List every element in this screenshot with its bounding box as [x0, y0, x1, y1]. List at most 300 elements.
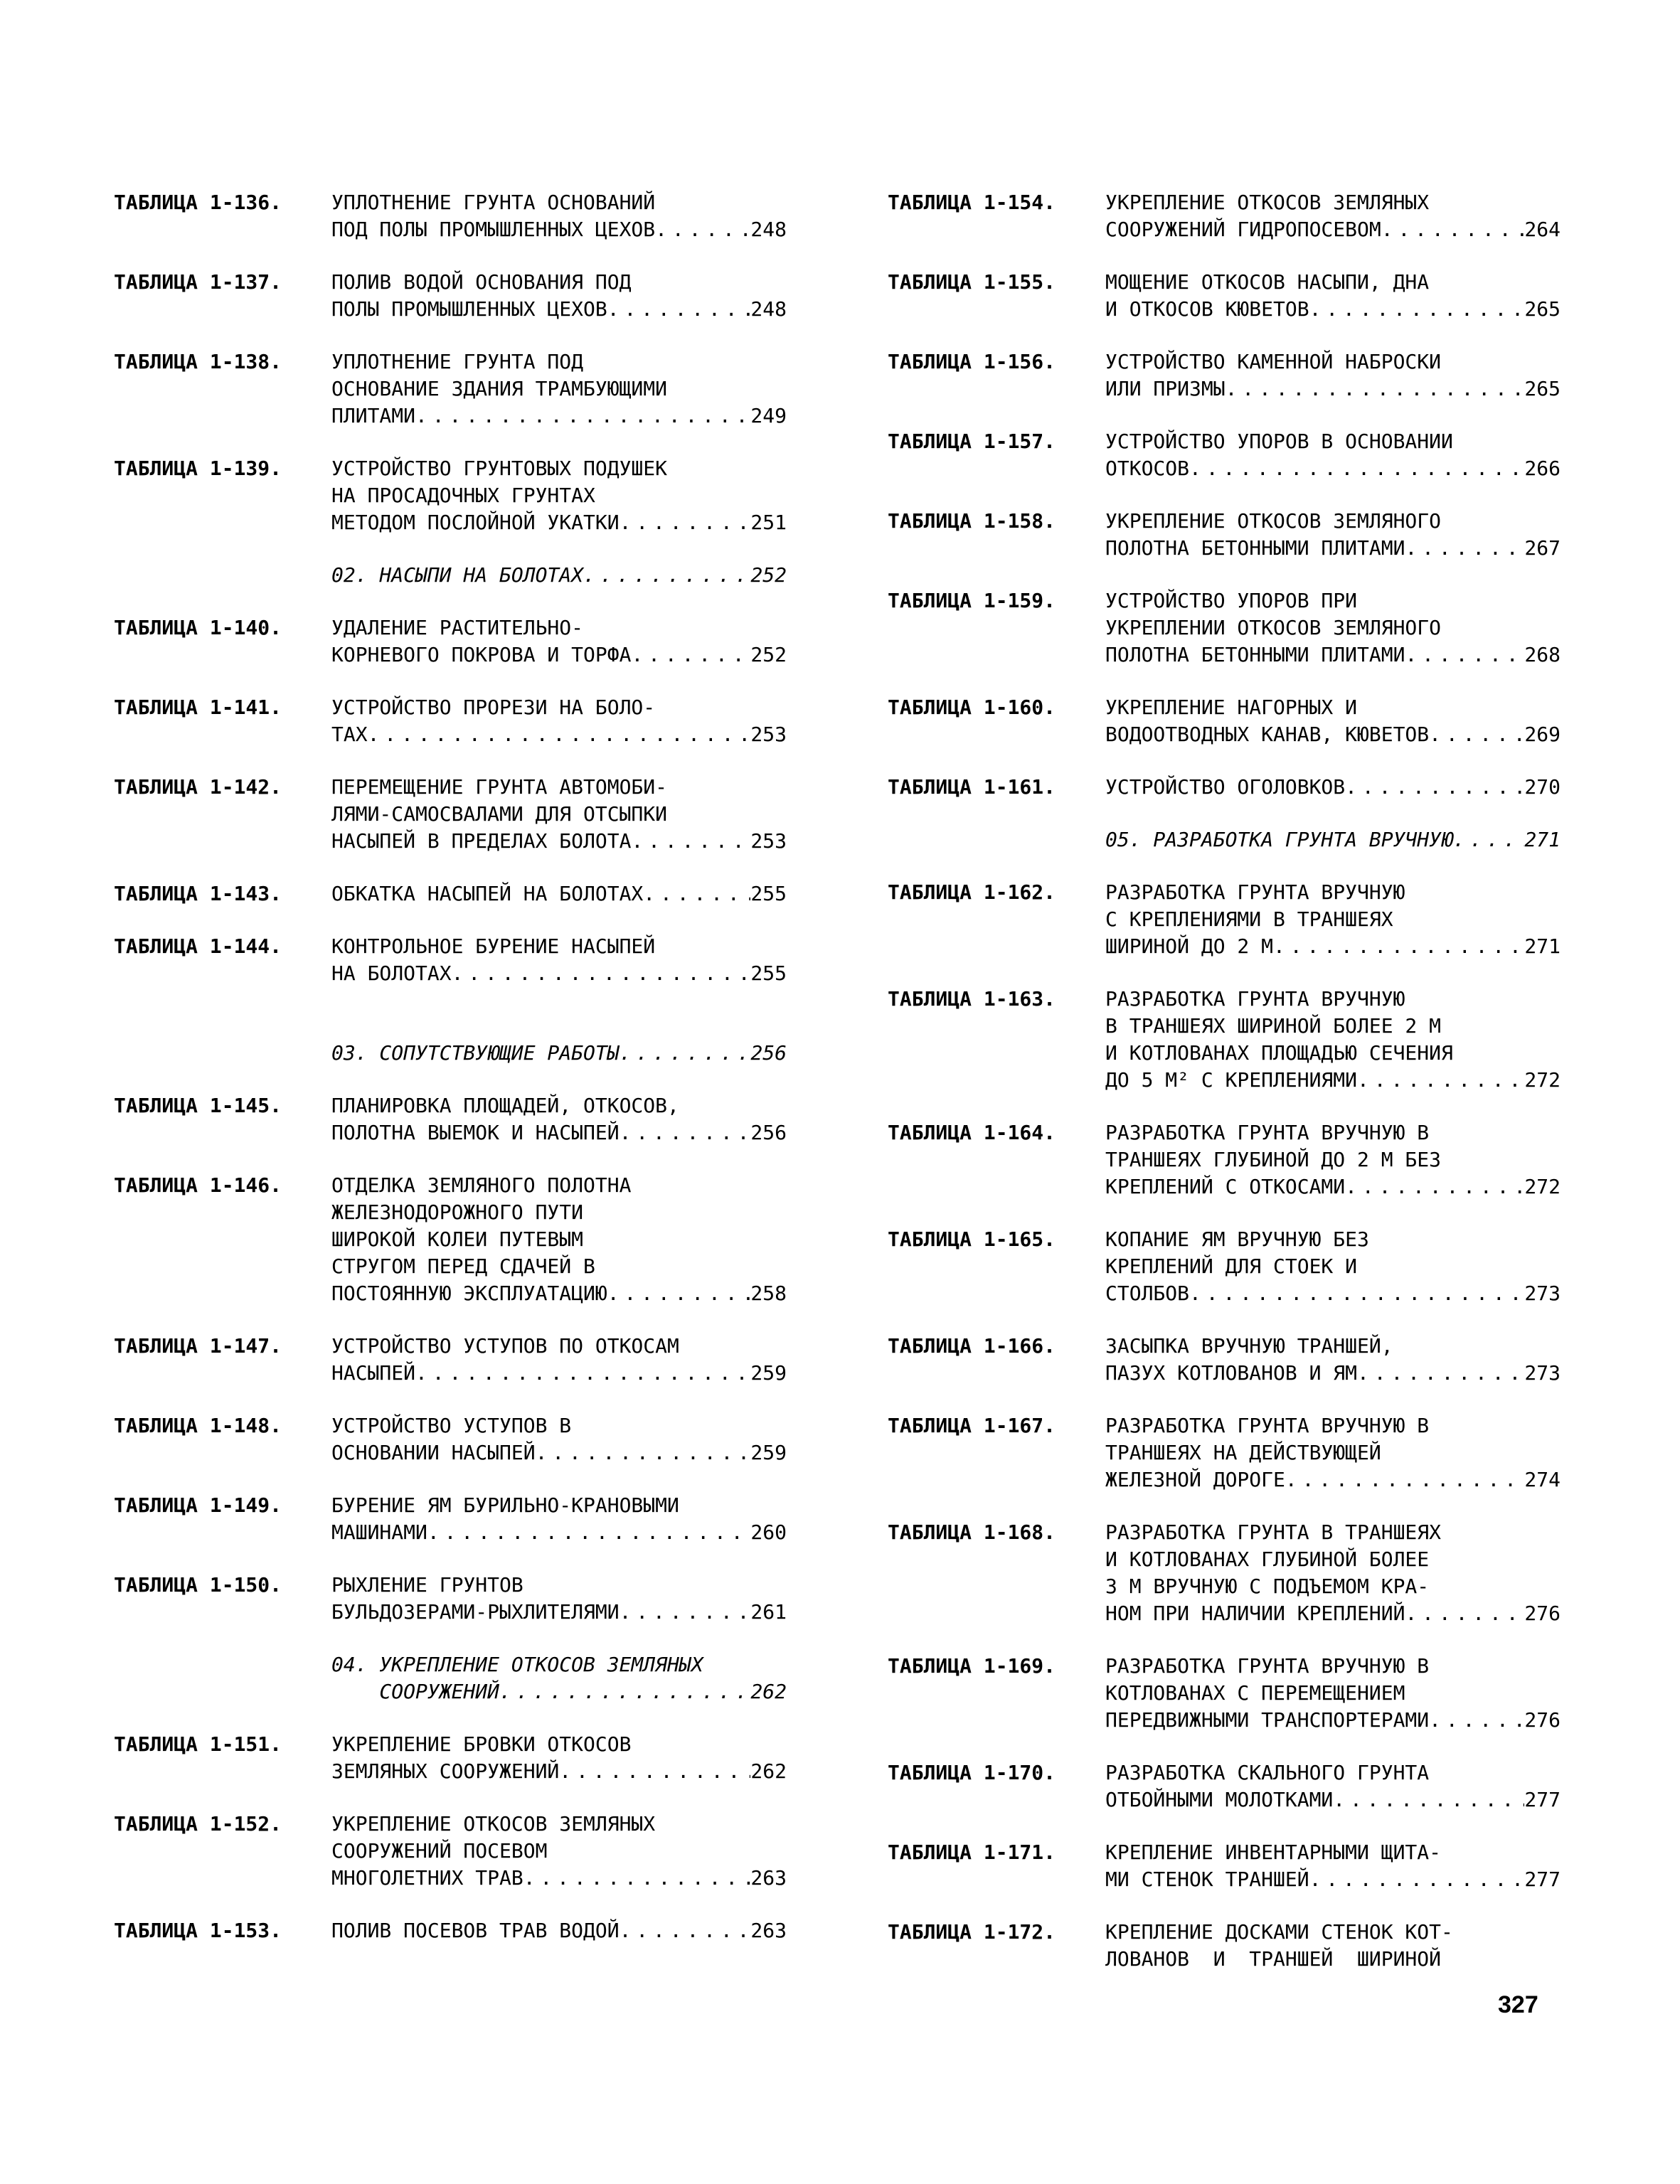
toc-page-ref: 259: [750, 1441, 787, 1464]
entry-spacer: [888, 853, 1570, 879]
toc-entry-text: ПОЛИВ ПОСЕВОВ ТРАВ ВОДОЙ: [331, 1919, 620, 1942]
toc-page-ref: 256: [750, 1041, 787, 1065]
toc-entry-text: УСТРОЙСТВО УСТУПОВ В: [331, 1414, 572, 1437]
toc-entry-title: [1105, 1839, 1561, 1893]
toc-entry-line: [1105, 296, 1561, 323]
toc-entry-text: УПЛОТНЕНИЕ ГРУНТА ОСНОВАНИЙ: [331, 191, 656, 214]
toc-entry-text: ПАЗУХ КОТЛОВАНОВ И ЯМ: [1105, 1361, 1358, 1385]
toc-entry: [888, 587, 1570, 668]
toc-entry: [114, 694, 797, 748]
entry-spacer: [114, 907, 797, 933]
entry-spacer: [114, 1892, 797, 1917]
toc-entry-title: [331, 1412, 787, 1466]
toc-entry-line: [1105, 216, 1561, 243]
toc-entry-label: ТАБЛИЦА 1-149.: [114, 1493, 282, 1517]
toc-page-ref: 273: [1524, 1282, 1561, 1305]
entry-spacer: [114, 1146, 797, 1172]
toc-entry-text: УСТРОЙСТВО ОГОЛОВКОВ: [1105, 775, 1346, 799]
entry-spacer: [114, 1705, 797, 1731]
toc-entry-label: ТАБЛИЦА 1-165.: [888, 1227, 1056, 1251]
toc-leader-dots: [415, 403, 750, 430]
toc-entry: [888, 1519, 1570, 1627]
toc-entry-text: КРЕПЛЕНИЕ ДОСКАМИ СТЕНОК КОТ-: [1105, 1920, 1453, 1944]
entry-spacer: [114, 1785, 797, 1811]
toc-entry-text: В ТРАНШЕЯХ ШИРИНОЙ БОЛЕЕ 2 М: [1105, 1014, 1442, 1038]
toc-page-ref: 265: [1524, 377, 1561, 400]
toc-entry-title: [331, 269, 787, 323]
toc-entry-text: ПЛИТАМИ: [331, 404, 416, 427]
toc-entry-text: СТРУГОМ ПЕРЕД СДАЧЕЙ В: [331, 1255, 595, 1278]
toc-entry-text: ИЛИ ПРИЗМЫ: [1105, 377, 1226, 400]
toc-page-ref: 277: [1524, 1868, 1561, 1891]
toc-entry-title: [1105, 694, 1561, 748]
toc-entry-text: ОТКОСОВ: [1105, 457, 1190, 480]
toc-leader-dots: [620, 1119, 751, 1146]
toc-entry-line: [1105, 1067, 1561, 1094]
entry-spacer: [888, 562, 1570, 587]
toc-entry-title: [331, 455, 787, 536]
toc-leader-dots: [536, 1439, 751, 1466]
toc-entry-text: РЫХЛЕНИЕ ГРУНТОВ: [331, 1573, 523, 1597]
toc-entry-line: [331, 960, 787, 987]
toc-leader-dots: [427, 1519, 751, 1546]
toc-entry-text: РАЗРАБОТКА ГРУНТА ВРУЧНУЮ В: [1105, 1414, 1430, 1437]
toc-leader-dots: [499, 1678, 750, 1705]
toc-column-right: [888, 189, 1570, 1973]
toc-leader-dots: [1309, 296, 1525, 323]
entry-spacer: [114, 1546, 797, 1572]
toc-entry-text: ПЕРЕМЕЩЕНИЕ ГРУНТА АВТОМОБИ-: [331, 775, 668, 799]
toc-entry: [114, 1572, 797, 1626]
toc-entry-text: 05. РАЗРАБОТКА ГРУНТА ВРУЧНУЮ: [1105, 828, 1453, 851]
toc-entry-line: [331, 562, 787, 589]
toc-entry-line: [1105, 1600, 1561, 1627]
toc-entry: [114, 1333, 797, 1387]
toc-entry-text: МАШИНАМИ: [331, 1520, 427, 1544]
toc-entry-line: [331, 721, 787, 748]
toc-page-ref: 274: [1524, 1468, 1561, 1491]
toc-entry-label: [114, 562, 331, 589]
toc-entry-text: РАЗРАБОТКА СКАЛЬНОГО ГРУНТА: [1105, 1761, 1430, 1784]
toc-entry: [888, 1839, 1570, 1893]
toc-entry-text: НА ПРОСАДОЧНЫХ ГРУНТАХ: [331, 484, 595, 507]
toc-leader-dots: [1381, 216, 1525, 243]
toc-entry-line: [331, 1360, 787, 1387]
toc-entry-text: ЖЕЛЕЗНОДОРОЖНОГО ПУТИ: [331, 1200, 584, 1224]
toc-leader-dots: [1333, 1786, 1524, 1813]
toc-entry-label: [114, 1651, 331, 1705]
toc-page-ref: 268: [1524, 643, 1561, 666]
toc-entry-title: [1105, 774, 1561, 801]
toc-entry-text: ПЛАНИРОВКА ПЛОЩАДЕЙ, ОТКОСОВ,: [331, 1094, 679, 1117]
toc-entry-label: ТАБЛИЦА 1-139.: [114, 457, 282, 480]
toc-entry: [114, 1492, 797, 1546]
toc-entry-text: НА БОЛОТАХ: [331, 962, 452, 985]
toc-entry-text: ПОЛЫ ПРОМЫШЛЕННЫХ ЦЕХОВ: [331, 297, 607, 321]
toc-entry: [114, 1811, 797, 1892]
toc-entry-line: [1105, 535, 1561, 562]
toc-entry-title: [1105, 508, 1561, 562]
toc-entry-text: СООРУЖЕНИЙ: [331, 1680, 500, 1703]
toc-entry-line: [331, 1678, 787, 1705]
toc-entry-label: ТАБЛИЦА 1-170.: [888, 1761, 1056, 1784]
toc-entry-title: [331, 1811, 787, 1892]
toc-page-ref: 258: [750, 1282, 787, 1305]
toc-leader-dots: [620, 1040, 751, 1067]
toc-entry-text: УКРЕПЛЕНИЕ ОТКОСОВ ЗЕМЛЯНОГО: [1105, 509, 1442, 533]
toc-entry: [114, 269, 797, 323]
toc-entry-label: ТАБЛИЦА 1-144.: [114, 934, 282, 958]
toc-entry-text: ПОЛОТНА БЕТОННЫМИ ПЛИТАМИ: [1105, 536, 1405, 560]
toc-page-ref: 269: [1524, 723, 1561, 746]
toc-leader-dots: [643, 880, 750, 907]
toc-page-ref: 271: [1524, 828, 1561, 851]
toc-entry-title: [331, 1572, 787, 1626]
toc-entry-text: УПЛОТНЕНИЕ ГРУНТА ПОД: [331, 350, 584, 373]
toc-entry: [888, 1333, 1570, 1387]
toc-leader-dots: [1405, 535, 1524, 562]
toc-leader-dots: [1345, 1173, 1524, 1200]
toc-entry-text: УСТРОЙСТВО УПОРОВ В ОСНОВАНИИ: [1105, 430, 1453, 453]
toc-entry-text: ОБКАТКА НАСЫПЕЙ НА БОЛОТАХ: [331, 882, 644, 905]
toc-leader-dots: [620, 1599, 751, 1626]
toc-entry-text: ЗАСЫПКА ВРУЧНУЮ ТРАНШЕЙ,: [1105, 1334, 1393, 1358]
entry-spacer: [114, 855, 797, 880]
toc-entry-title: [1105, 826, 1561, 853]
toc-entry-title: [1105, 1759, 1561, 1813]
entry-spacer: [888, 482, 1570, 508]
toc-leader-dots: [1453, 826, 1525, 853]
toc-entry-text: СООРУЖЕНИЙ ПОСЕВОМ: [331, 1839, 548, 1863]
entry-spacer: [114, 536, 797, 562]
toc-entry-title: [1105, 1519, 1561, 1627]
toc-entry-label: ТАБЛИЦА 1-145.: [114, 1094, 282, 1117]
entry-spacer: [888, 1627, 1570, 1653]
toc-page-ref: 272: [1524, 1175, 1561, 1198]
toc-entry-line: [331, 1280, 787, 1307]
entry-spacer: [888, 243, 1570, 269]
toc-entry: [888, 348, 1570, 403]
toc-entry-title: [1105, 1333, 1561, 1387]
toc-entry-label: ТАБЛИЦА 1-151.: [114, 1732, 282, 1756]
toc-leader-dots: [368, 721, 751, 748]
toc-page-ref: 248: [750, 297, 787, 321]
toc-entry-text: СТОЛБОВ: [1105, 1282, 1190, 1305]
toc-page-ref: 262: [750, 1680, 787, 1703]
toc-page-ref: 273: [1524, 1361, 1561, 1385]
toc-entry-text: ОТБОЙНЫМИ МОЛОТКАМИ: [1105, 1788, 1334, 1811]
toc-entry-label: ТАБЛИЦА 1-138.: [114, 350, 282, 373]
toc-leader-dots: [1285, 1466, 1525, 1493]
toc-entry-text: ЗЕМЛЯНЫХ СООРУЖЕНИЙ: [331, 1759, 560, 1783]
toc-leader-dots: [1405, 1600, 1524, 1627]
toc-leader-dots: [1357, 1067, 1524, 1094]
toc-page-ref: 252: [750, 563, 787, 587]
toc-leader-dots: [620, 509, 751, 536]
toc-entry: [114, 880, 797, 907]
toc-entry-label: ТАБЛИЦА 1-171.: [888, 1841, 1056, 1864]
toc-entry-label: ТАБЛИЦА 1-137.: [114, 270, 282, 294]
toc-entry-title: [1105, 1412, 1561, 1493]
toc-entry-label: ТАБЛИЦА 1-136.: [114, 191, 282, 214]
toc-entry: [888, 694, 1570, 748]
toc-entry: [888, 879, 1570, 960]
toc-entry-label: [114, 1040, 331, 1067]
toc-entry-text: УКРЕПЛЕНИИ ОТКОСОВ ЗЕМЛЯНОГО: [1105, 616, 1442, 639]
toc-entry-title: [1105, 269, 1561, 323]
entry-spacer: [888, 1094, 1570, 1119]
toc-entry-text: УДАЛЕНИЕ РАСТИТЕЛЬНО-: [331, 616, 584, 639]
toc-entry-label: ТАБЛИЦА 1-156.: [888, 350, 1056, 373]
toc-entry-text: ЛОВАНОВ И ТРАНШЕЙ ШИРИНОЙ: [1105, 1947, 1442, 1971]
toc-leader-dots: [1429, 721, 1524, 748]
toc-entry-title: [1105, 1919, 1561, 1973]
toc-entry: [888, 1653, 1570, 1734]
toc-entry-line: [331, 1439, 787, 1466]
toc-leader-dots: [1405, 641, 1524, 668]
toc-leader-dots: [415, 1360, 750, 1387]
toc-column-left: [114, 189, 797, 1944]
toc-entry-title: [1105, 428, 1561, 482]
toc-page-ref: 261: [750, 1600, 787, 1624]
toc-leader-dots: [1273, 933, 1524, 960]
toc-leader-dots: [655, 216, 750, 243]
toc-entry-title: [331, 933, 787, 987]
toc-entry-text: КОПАНИЕ ЯМ ВРУЧНУЮ БЕЗ: [1105, 1227, 1369, 1251]
toc-entry-title: [331, 880, 787, 907]
toc-entry-label: ТАБЛИЦА 1-157.: [888, 430, 1056, 453]
toc-page-ref: 248: [750, 218, 787, 241]
toc-entry-label: ТАБЛИЦА 1-167.: [888, 1414, 1056, 1437]
toc-entry-label: ТАБЛИЦА 1-169.: [888, 1654, 1056, 1678]
toc-entry-title: [1105, 1653, 1561, 1734]
toc-entry: [888, 1759, 1570, 1813]
toc-entry-line: [1105, 1280, 1561, 1307]
toc-entry-label: ТАБЛИЦА 1-147.: [114, 1334, 282, 1358]
toc-entry-title: [331, 562, 787, 589]
toc-entry-line: [331, 509, 787, 536]
toc-entry: [114, 348, 797, 430]
toc-entry-label: ТАБЛИЦА 1-146.: [114, 1173, 282, 1197]
toc-entry-text: КОНТРОЛЬНОЕ БУРЕНИЕ НАСЫПЕЙ: [331, 934, 656, 958]
toc-entry-line: [331, 880, 787, 907]
toc-leader-dots: [1345, 774, 1524, 801]
toc-entry-label: ТАБЛИЦА 1-150.: [114, 1573, 282, 1597]
toc-page-ref: 265: [1524, 297, 1561, 321]
toc-section-heading: [888, 826, 1570, 853]
toc-leader-dots: [523, 1865, 751, 1892]
toc-page-ref: 277: [1524, 1788, 1561, 1811]
toc-entry-text: ОСНОВАНИИ НАСЫПЕЙ: [331, 1441, 536, 1464]
toc-entry-text: И КОТЛОВАНАХ ПЛОЩАДЬЮ СЕЧЕНИЯ: [1105, 1041, 1453, 1065]
toc-entry-title: [1105, 879, 1561, 960]
toc-page-ref: 259: [750, 1361, 787, 1385]
toc-page-ref: 276: [1524, 1602, 1561, 1625]
entry-spacer: [888, 1893, 1570, 1919]
toc-entry-title: [1105, 986, 1561, 1094]
entry-spacer: [114, 1626, 797, 1651]
toc-entry-text: НАСЫПЕЙ: [331, 1361, 416, 1385]
toc-entry-line: [1105, 1173, 1561, 1200]
entry-spacer: [114, 1307, 797, 1333]
toc-entry-text: БУРЕНИЕ ЯМ БУРИЛЬНО-КРАНОВЫМИ: [331, 1493, 679, 1517]
entry-spacer: [888, 1813, 1570, 1839]
toc-page-ref: 253: [750, 723, 787, 746]
toc-page-ref: 270: [1524, 775, 1561, 799]
toc-entry: [888, 774, 1570, 801]
toc-entry-text: И ОТКОСОВ КЮВЕТОВ: [1105, 297, 1309, 321]
toc-entry: [888, 986, 1570, 1094]
toc-entry-text: УСТРОЙСТВО ПРОРЕЗИ НА БОЛО-: [331, 696, 656, 719]
toc-entry-line: [331, 1599, 787, 1626]
toc-entry-title: [331, 1917, 787, 1944]
toc-leader-dots: [631, 641, 750, 668]
toc-entry: [114, 1731, 797, 1785]
toc-entry-label: ТАБЛИЦА 1-162.: [888, 880, 1056, 904]
toc-entry-text: ВОДООТВОДНЫХ КАНАВ, КЮВЕТОВ: [1105, 723, 1430, 746]
toc-entry: [114, 189, 797, 243]
entry-spacer: [888, 960, 1570, 986]
toc-page-ref: 255: [750, 962, 787, 985]
toc-entry-title: [331, 348, 787, 430]
toc-page-ref: 249: [750, 404, 787, 427]
toc-entry-text: НОМ ПРИ НАЛИЧИИ КРЕПЛЕНИЙ: [1105, 1602, 1405, 1625]
toc-entry-text: ПОЛИВ ВОДОЙ ОСНОВАНИЯ ПОД: [331, 270, 632, 294]
toc-entry-text: УСТРОЙСТВО ГРУНТОВЫХ ПОДУШЕК: [331, 457, 668, 480]
entry-spacer: [114, 323, 797, 348]
toc-entry-text: ПОЛОТНА ВЫЕМОК И НАСЫПЕЙ: [331, 1121, 620, 1144]
toc-leader-dots: [607, 296, 751, 323]
toc-entry-text: ПОСТОЯННУЮ ЭКСПЛУАТАЦИЮ: [331, 1282, 607, 1305]
toc-entry-text: ОСНОВАНИЕ ЗДАНИЯ ТРАМБУЮЩИМИ: [331, 377, 668, 400]
toc-entry-title: [331, 1333, 787, 1387]
toc-entry-text: ДО 5 М² С КРЕПЛЕНИЯМИ: [1105, 1068, 1358, 1092]
toc-entry-line: [1105, 455, 1561, 482]
toc-entry: [888, 1119, 1570, 1200]
toc-entry-line: [1105, 1866, 1561, 1893]
toc-entry-line: [1105, 1360, 1561, 1387]
toc-entry-line: [1105, 774, 1561, 801]
toc-entry-title: [331, 1651, 787, 1705]
toc-entry-text: МОЩЕНИЕ ОТКОСОВ НАСЫПИ, ДНА: [1105, 270, 1430, 294]
toc-entry-label: ТАБЛИЦА 1-160.: [888, 696, 1056, 719]
toc-entry-label: ТАБЛИЦА 1-152.: [114, 1812, 282, 1836]
toc-entry: [114, 1172, 797, 1307]
toc-page-ref: 272: [1524, 1068, 1561, 1092]
toc-entry-text: УКРЕПЛЕНИЕ НАГОРНЫХ И: [1105, 696, 1358, 719]
toc-entry-text: ПОЛОТНА БЕТОННЫМИ ПЛИТАМИ: [1105, 643, 1405, 666]
toc-entry-text: МЕТОДОМ ПОСЛОЙНОЙ УКАТКИ: [331, 511, 620, 534]
toc-entry-line: [1105, 826, 1561, 853]
toc-entry: [888, 1226, 1570, 1307]
toc-entry-line: [331, 1865, 787, 1892]
toc-entry-label: ТАБЛИЦА 1-166.: [888, 1334, 1056, 1358]
toc-entry-line: [331, 641, 787, 668]
toc-entry-text: РАЗРАБОТКА ГРУНТА ВРУЧНУЮ В: [1105, 1654, 1430, 1678]
toc-entry-line: [1105, 641, 1561, 668]
toc-leader-dots: [607, 1280, 751, 1307]
entry-spacer: [114, 243, 797, 269]
toc-page-ref: 251: [750, 511, 787, 534]
toc-entry-text: РАЗРАБОТКА ГРУНТА В ТРАНШЕЯХ: [1105, 1520, 1442, 1544]
entry-spacer: [114, 1466, 797, 1492]
toc-section-heading: [114, 562, 797, 589]
toc-entry-text: УКРЕПЛЕНИЕ ОТКОСОВ ЗЕМЛЯНЫХ: [331, 1812, 656, 1836]
toc-entry-text: ТРАНШЕЯХ НА ДЕЙСТВУЮЩЕЙ: [1105, 1441, 1381, 1464]
toc-entry-line: [331, 296, 787, 323]
toc-entry-text: УСТРОЙСТВО КАМЕННОЙ НАБРОСКИ: [1105, 350, 1442, 373]
toc-leader-dots: [1226, 375, 1525, 403]
toc-entry-text: БУЛЬДОЗЕРАМИ-РЫХЛИТЕЛЯМИ: [331, 1600, 620, 1624]
toc-entry-text: МИ СТЕНОК ТРАНШЕЙ: [1105, 1868, 1309, 1891]
toc-entry-text: КОТЛОВАНАХ С ПЕРЕМЕЩЕНИЕМ: [1105, 1681, 1405, 1705]
toc-entry-line: [1105, 1466, 1561, 1493]
toc-entry-title: [1105, 1119, 1561, 1200]
toc-page-ref: 271: [1524, 934, 1561, 958]
toc-entry: [888, 269, 1570, 323]
toc-page-ref: 263: [750, 1866, 787, 1890]
toc-page-ref: 252: [750, 643, 787, 666]
toc-entry-line: [331, 403, 787, 430]
toc-entry-text: 03. СОПУТСТВУЮЩИЕ РАБОТЫ: [331, 1041, 620, 1065]
toc-entry-label: ТАБЛИЦА 1-155.: [888, 270, 1056, 294]
toc-leader-dots: [1357, 1360, 1524, 1387]
toc-page-ref: 255: [750, 882, 787, 905]
toc-entry-text: ТРАНШЕЯХ ГЛУБИНОЙ ДО 2 М БЕЗ: [1105, 1148, 1442, 1171]
toc-entry-title: [331, 1092, 787, 1146]
toc-entry-line: [331, 1519, 787, 1546]
toc-entry-title: [1105, 587, 1561, 668]
toc-leader-dots: [1309, 1866, 1525, 1893]
toc-entry: [888, 1412, 1570, 1493]
toc-entry: [114, 455, 797, 536]
toc-entry-line: [331, 1040, 787, 1067]
toc-entry-label: [888, 826, 1105, 853]
toc-entry-text: ОТДЕЛКА ЗЕМЛЯНОГО ПОЛОТНА: [331, 1173, 632, 1197]
toc-entry-text: 04. УКРЕПЛЕНИЕ ОТКОСОВ ЗЕМЛЯНЫХ: [331, 1653, 703, 1676]
toc-entry-text: УКРЕПЛЕНИЕ БРОВКИ ОТКОСОВ: [331, 1732, 632, 1756]
toc-entry-title: [331, 189, 787, 243]
toc-leader-dots: [620, 1917, 751, 1944]
entry-spacer: [888, 801, 1570, 826]
toc-leader-dots: [631, 828, 750, 855]
toc-page-ref: 253: [750, 829, 787, 853]
toc-entry-text: КОРНЕВОГО ПОКРОВА И ТОРФА: [331, 643, 632, 666]
toc-entry-label: ТАБЛИЦА 1-153.: [114, 1919, 282, 1942]
toc-entry: [888, 189, 1570, 243]
entry-spacer: [888, 1307, 1570, 1333]
toc-entry-title: [331, 774, 787, 855]
entry-spacer: [888, 748, 1570, 774]
toc-entry-text: 02. НАСЫПИ НА БОЛОТАХ: [331, 563, 584, 587]
toc-leader-dots: [1429, 1707, 1524, 1734]
entry-spacer: [888, 323, 1570, 348]
toc-entry-line: [331, 1917, 787, 1944]
toc-entry-title: [331, 1492, 787, 1546]
toc-page-ref: 276: [1524, 1708, 1561, 1732]
toc-entry-text: НАСЫПЕЙ В ПРЕДЕЛАХ БОЛОТА: [331, 829, 632, 853]
toc-entry-text: УСТРОЙСТВО УСТУПОВ ПО ОТКОСАМ: [331, 1334, 679, 1358]
toc-entry-label: ТАБЛИЦА 1-161.: [888, 775, 1056, 799]
toc-entry-line: [1105, 721, 1561, 748]
toc-entry-text: РАЗРАБОТКА ГРУНТА ВРУЧНУЮ В: [1105, 1121, 1430, 1144]
toc-entry: [888, 1919, 1570, 1973]
toc-entry: [114, 1917, 797, 1944]
toc-entry-label: ТАБЛИЦА 1-141.: [114, 696, 282, 719]
entry-spacer: [114, 668, 797, 694]
toc-page-ref: 264: [1524, 218, 1561, 241]
toc-entry-line: [331, 216, 787, 243]
